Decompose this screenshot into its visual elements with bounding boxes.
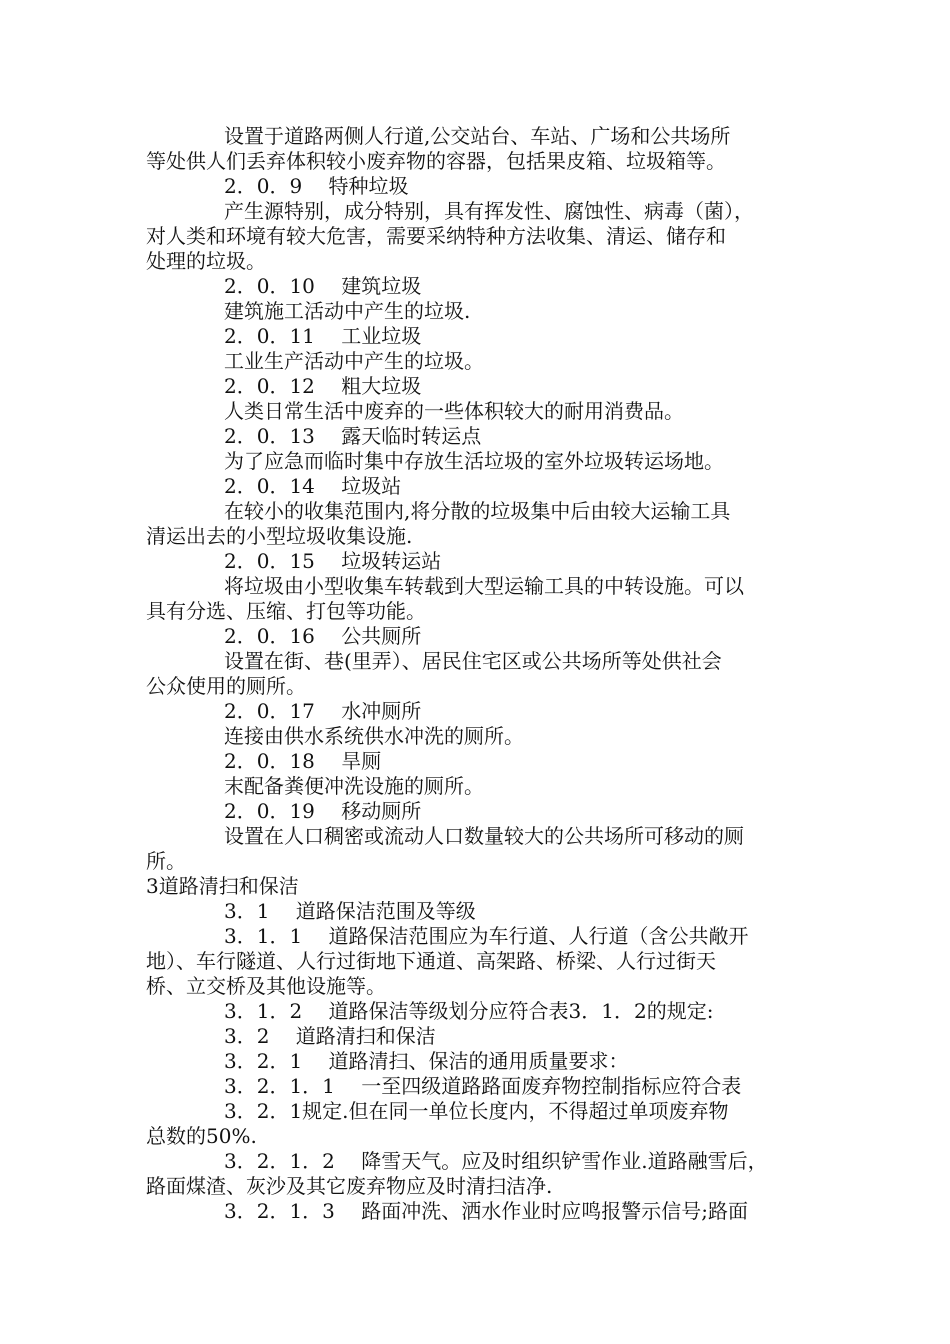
text-line: 2．0．12 粗大垃圾 xyxy=(224,374,422,398)
text-line: 2．0．11 工业垃圾 xyxy=(224,324,422,348)
text-line: 3．1 道路保洁范围及等级 xyxy=(224,899,476,923)
text-line: 2．0．17 水冲厕所 xyxy=(224,699,422,723)
text-line: 2．0．10 建筑垃圾 xyxy=(224,274,422,298)
text-line: 2．0．15 垃圾转运站 xyxy=(224,549,442,573)
text-line: 设置在人口稠密或流动人口数量较大的公共场所可移动的厕 xyxy=(224,824,744,848)
text-line: 将垃圾由小型收集车转载到大型运输工具的中转设施。可以 xyxy=(224,574,744,598)
text-line: 总数的50%. xyxy=(146,1124,257,1148)
text-line: 设置在街、巷(里弄）、居民住宅区或公共场所等处供社会 xyxy=(224,649,722,673)
text-line: 3．1．1 道路保洁范围应为车行道、人行道（含公共敞开 xyxy=(224,924,749,948)
text-line: 末配备粪便冲洗设施的厕所。 xyxy=(224,774,484,798)
document-body xyxy=(146,124,816,1224)
text-line: 地）、车行隧道、人行过街地下通道、高架路、桥梁、人行过街天 xyxy=(146,949,716,973)
text-line: 等处供人们丢弃体积较小废弃物的容器，包括果皮箱、垃圾箱等。 xyxy=(146,149,726,173)
text-line: 2．0．18 旱厕 xyxy=(224,749,382,773)
text-line: 产生源特别，成分特别，具有挥发性、腐蚀性、病毒（菌）， xyxy=(224,199,754,223)
text-line: 2．0．14 垃圾站 xyxy=(224,474,402,498)
text-line: 工业生产活动中产生的垃圾。 xyxy=(224,349,484,373)
text-line: 2．0．16 公共厕所 xyxy=(224,624,422,648)
text-line: 路面煤渣、灰沙及其它废弃物应及时清扫洁净. xyxy=(146,1174,553,1198)
text-line: 具有分选、压缩、打包等功能。 xyxy=(146,599,426,623)
text-line: 3．2．1规定.但在同一单位长度内，不得超过单项废弃物 xyxy=(224,1099,729,1123)
text-line: 3道路清扫和保洁 xyxy=(146,874,299,898)
text-line: 处理的垃圾。 xyxy=(146,249,266,273)
text-line: 连接由供水系统供水冲洗的厕所。 xyxy=(224,724,524,748)
text-line: 3．2．1．2 降雪天气。应及时组织铲雪作业.道路融雪后， xyxy=(224,1149,768,1173)
text-line: 人类日常生活中废弃的一些体积较大的耐用消费品。 xyxy=(224,399,684,423)
text-line: 2．0．13 露天临时转运点 xyxy=(224,424,482,448)
text-line: 3．2．1 道路清扫、保洁的通用质量要求： xyxy=(224,1049,629,1073)
text-line: 为了应急而临时集中存放生活垃圾的室外垃圾转运场地。 xyxy=(224,449,724,473)
text-line: 3．2．1．3 路面冲洗、洒水作业时应鸣报警示信号;路面 xyxy=(224,1199,748,1223)
text-line: 3．2．1．1 一至四级道路路面废弃物控制指标应符合表 xyxy=(224,1074,742,1098)
text-line: 在较小的收集范围内,将分散的垃圾集中后由较大运输工具 xyxy=(224,499,731,523)
text-line: 建筑施工活动中产生的垃圾. xyxy=(224,299,471,323)
text-line: 3．2 道路清扫和保洁 xyxy=(224,1024,436,1048)
text-line: 2．0．9 特种垃圾 xyxy=(224,174,409,198)
text-line: 2．0．19 移动厕所 xyxy=(224,799,422,823)
text-line: 公众使用的厕所。 xyxy=(146,674,306,698)
text-line: 所。 xyxy=(146,849,186,873)
text-line: 设置于道路两侧人行道,公交站台、车站、广场和公共场所 xyxy=(224,124,731,148)
text-line: 3．1．2 道路保洁等级划分应符合表3．1．2的规定: xyxy=(224,999,714,1023)
text-line: 对人类和环境有较大危害，需要采纳特种方法收集、清运、储存和 xyxy=(146,224,726,248)
text-line: 桥、立交桥及其他设施等。 xyxy=(146,974,386,998)
text-line: 清运出去的小型垃圾收集设施. xyxy=(146,524,413,548)
